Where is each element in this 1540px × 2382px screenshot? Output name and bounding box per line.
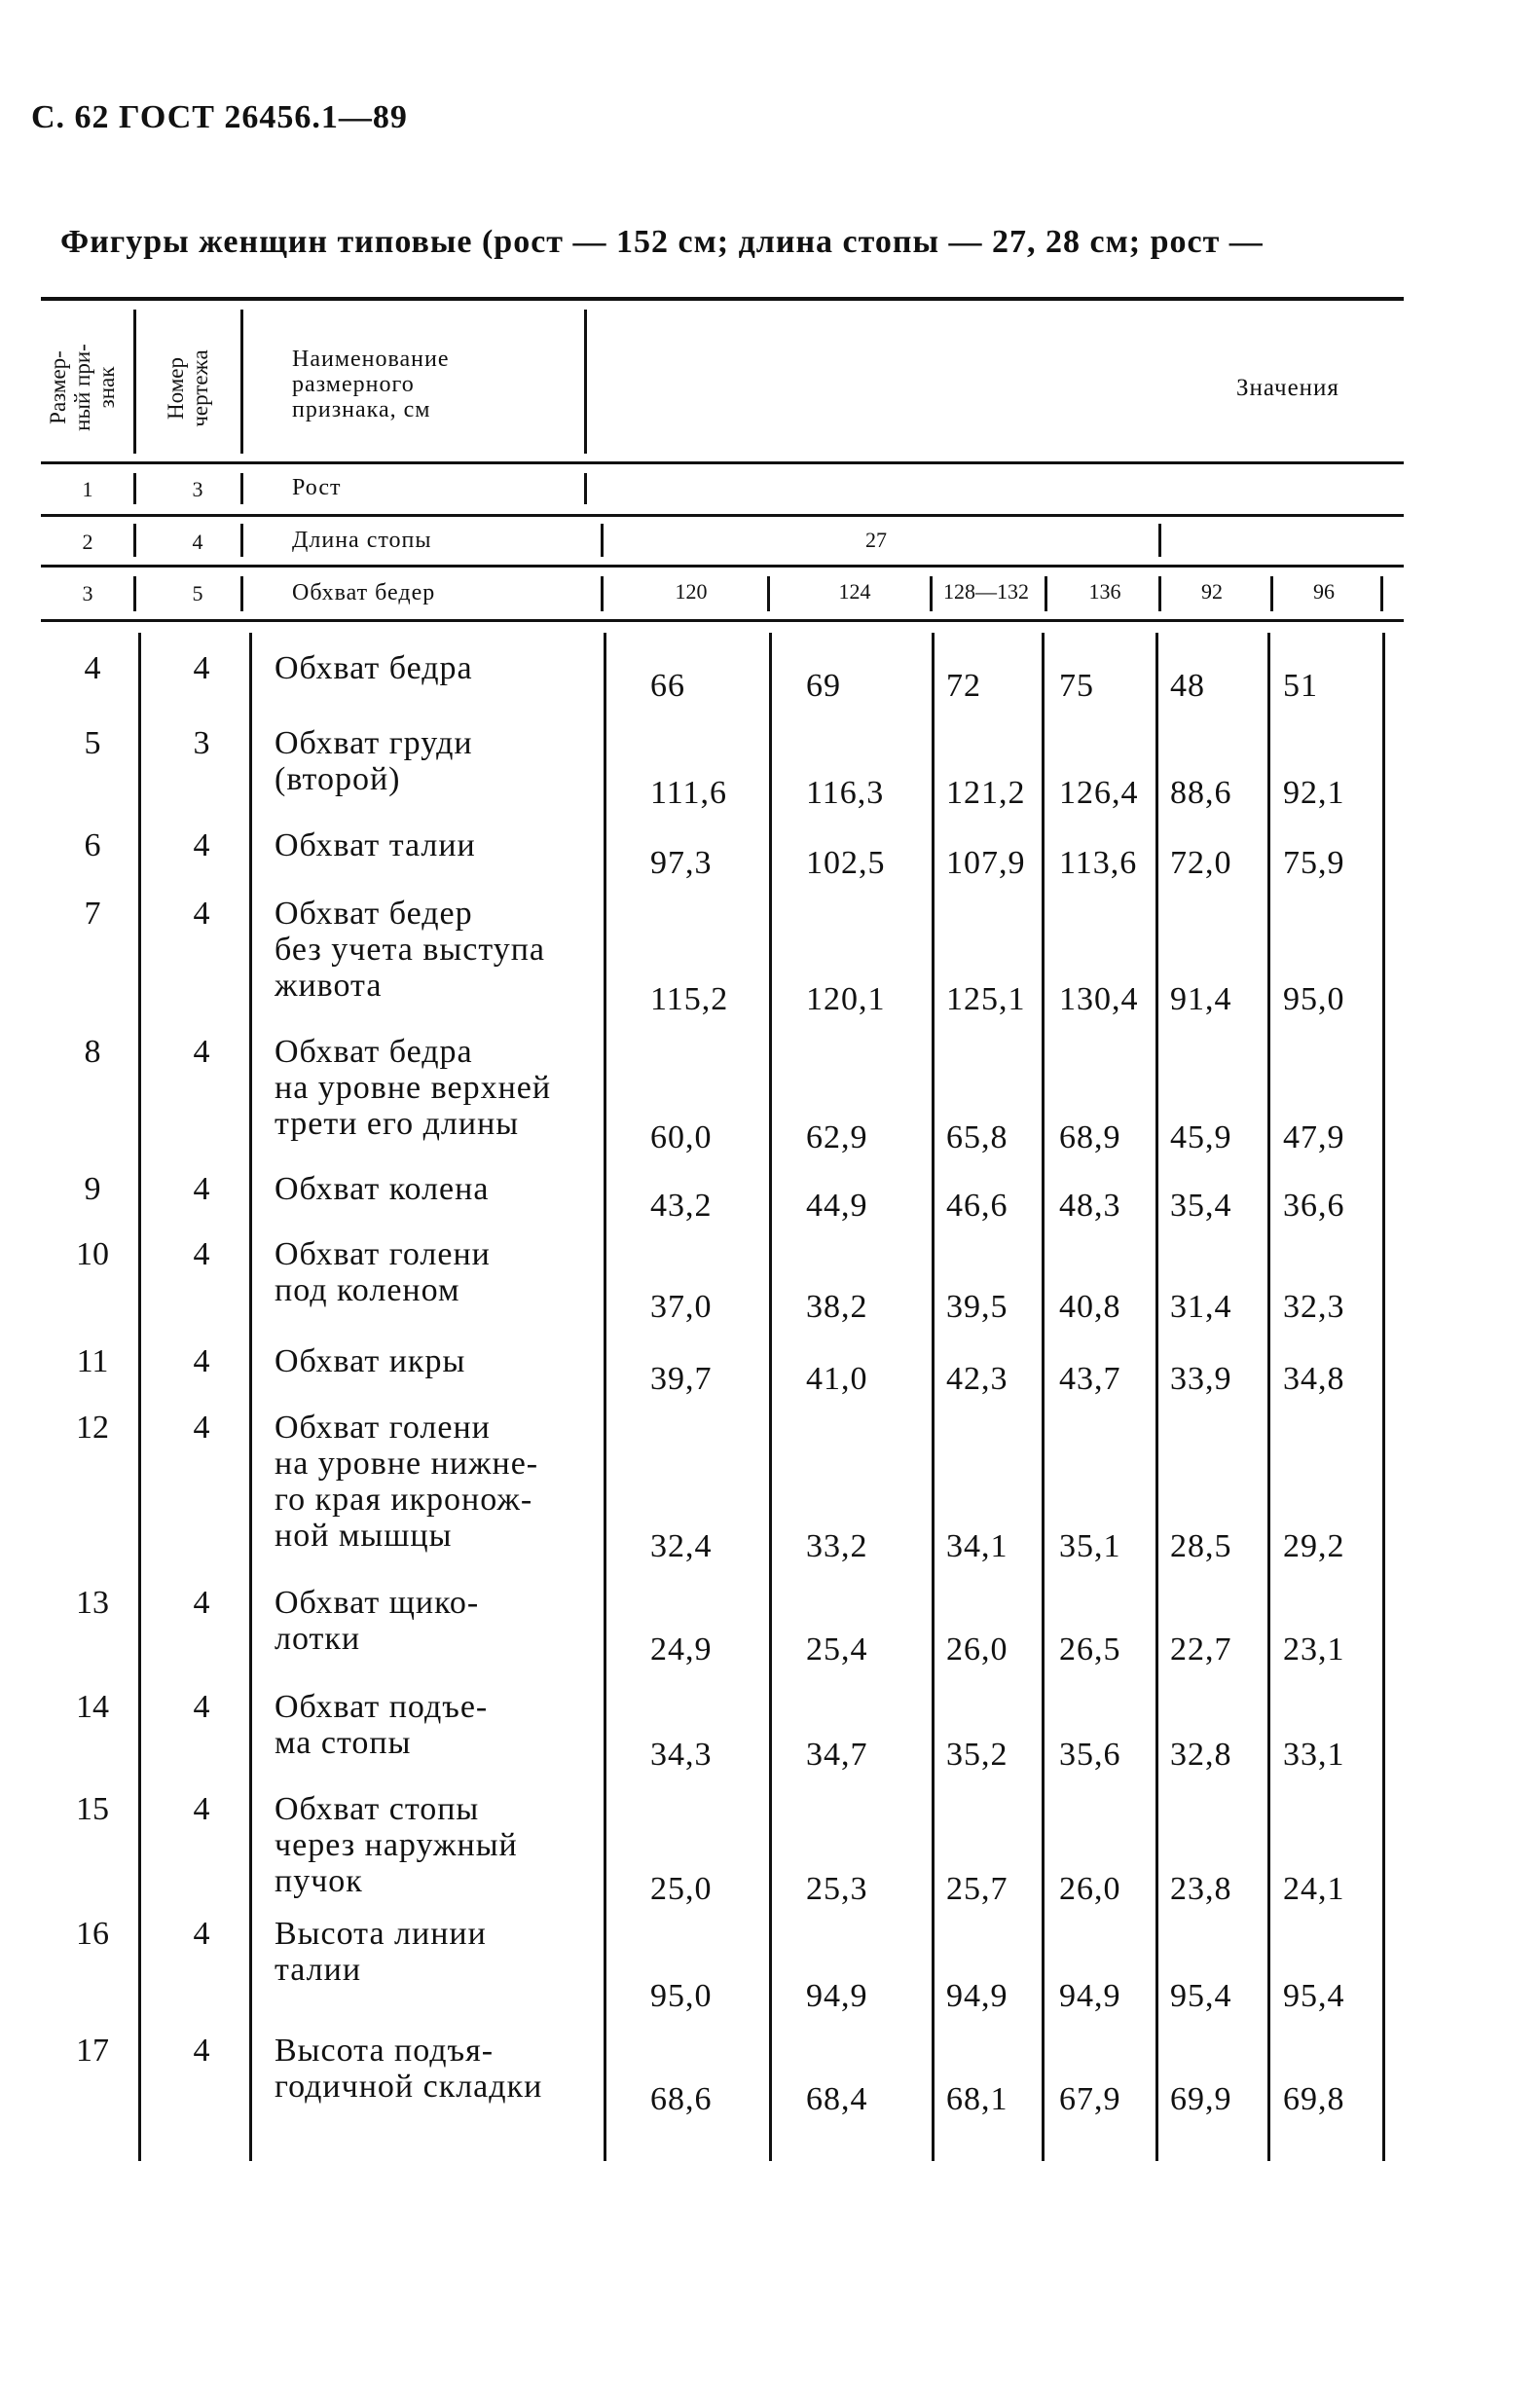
row-value: 25,0	[650, 1871, 713, 1907]
row-name: Обхват бедра	[275, 650, 473, 686]
body-column-rule	[1267, 633, 1270, 2161]
row-name: Высота линии талии	[275, 1916, 487, 1988]
header-size-sign: Размер- ный при- знак	[46, 344, 119, 431]
row-value: 72	[946, 668, 981, 704]
row-value: 95,4	[1170, 1978, 1232, 2014]
row-drawing: 4	[193, 650, 210, 686]
row-value: 75	[1059, 668, 1094, 704]
header-divider	[133, 310, 136, 454]
row1-number: 1	[82, 477, 93, 501]
row-value: 102,5	[806, 845, 886, 881]
row-value: 31,4	[1170, 1289, 1232, 1325]
row-drawing: 4	[193, 1689, 210, 1725]
body-column-rule	[249, 633, 252, 2161]
row1-divider	[133, 473, 136, 504]
header-rule	[41, 461, 1404, 464]
row-drawing: 4	[193, 1236, 210, 1272]
row3-divider	[930, 576, 933, 611]
row-number: 9	[84, 1171, 101, 1207]
row-value: 34,1	[946, 1528, 1008, 1564]
row2-rule	[41, 565, 1404, 568]
row2-name: Длина стопы	[292, 528, 432, 553]
row-value: 40,8	[1059, 1289, 1121, 1325]
row-value: 43,2	[650, 1188, 713, 1224]
header-divider	[584, 310, 587, 454]
row-number: 8	[84, 1034, 101, 1070]
row-value: 23,8	[1170, 1871, 1232, 1907]
row3-divider	[601, 576, 604, 611]
row-name: Обхват груди (второй)	[275, 725, 473, 797]
row-value: 35,1	[1059, 1528, 1121, 1564]
row-value: 62,9	[806, 1119, 868, 1155]
row-value: 34,8	[1283, 1361, 1345, 1397]
row-value: 68,4	[806, 2081, 868, 2117]
row-value: 47,9	[1283, 1119, 1345, 1155]
row-value: 69,8	[1283, 2081, 1345, 2117]
row-value: 33,2	[806, 1528, 868, 1564]
row-value: 34,7	[806, 1737, 868, 1773]
row-value: 37,0	[650, 1289, 713, 1325]
row3-col-value: 96	[1313, 579, 1335, 604]
table-top-rule	[41, 297, 1404, 301]
row3-number: 3	[82, 581, 93, 605]
row-value: 121,2	[946, 775, 1026, 811]
row-drawing: 4	[193, 1585, 210, 1621]
body-column-rule	[932, 633, 935, 2161]
row-value: 116,3	[806, 775, 885, 811]
row-number: 7	[84, 896, 101, 932]
row-value: 69	[806, 668, 841, 704]
row-value: 38,2	[806, 1289, 868, 1325]
row-value: 35,4	[1170, 1188, 1232, 1224]
row-value: 23,1	[1283, 1631, 1345, 1667]
row-value: 35,6	[1059, 1737, 1121, 1773]
row-value: 130,4	[1059, 981, 1139, 1017]
row-value: 88,6	[1170, 775, 1232, 811]
row-name: Обхват подъе- ма стопы	[275, 1689, 489, 1761]
row-number: 13	[76, 1585, 109, 1621]
row2-divider	[601, 524, 604, 557]
row-number: 10	[76, 1236, 109, 1272]
row-number: 17	[76, 2033, 109, 2069]
row-value: 43,7	[1059, 1361, 1121, 1397]
row-value: 94,9	[806, 1978, 868, 2014]
table-title: Фигуры женщин типовые (рост — 152 см; длина стопы — 27, 28 см; рост —	[60, 224, 1264, 260]
row-value: 125,1	[946, 981, 1026, 1017]
row-value: 69,9	[1170, 2081, 1232, 2117]
row3-col-value: 128—132	[943, 579, 1029, 604]
row3-col-value: 136	[1088, 579, 1121, 604]
row-value: 33,9	[1170, 1361, 1232, 1397]
row-value: 45,9	[1170, 1119, 1232, 1155]
row-number: 5	[84, 725, 101, 761]
row-number: 11	[76, 1343, 109, 1379]
row-value: 48	[1170, 668, 1205, 704]
row3-divider	[1045, 576, 1047, 611]
row3-divider	[133, 576, 136, 611]
row3-divider	[1270, 576, 1273, 611]
row-drawing: 4	[193, 827, 210, 863]
row-drawing: 4	[193, 1410, 210, 1446]
row3-divider	[1380, 576, 1383, 611]
row-drawing: 4	[193, 1343, 210, 1379]
row-value: 68,9	[1059, 1119, 1121, 1155]
row-number: 6	[84, 827, 101, 863]
row3-divider	[1158, 576, 1161, 611]
row-number: 12	[76, 1410, 109, 1446]
row-number: 4	[84, 650, 101, 686]
row3-drawing: 5	[192, 581, 203, 605]
row-value: 28,5	[1170, 1528, 1232, 1564]
row-value: 24,1	[1283, 1871, 1345, 1907]
row-name: Обхват бедра на уровне верхней трети его длины	[275, 1034, 552, 1142]
row-number: 16	[76, 1916, 109, 1952]
row-value: 41,0	[806, 1361, 868, 1397]
row-value: 95,0	[1283, 981, 1345, 1017]
header-sign-name: Наименование размерного признака, см	[292, 347, 450, 422]
header-drawing-number: Номер чертежа	[164, 349, 212, 427]
row-value: 75,9	[1283, 845, 1345, 881]
row-value: 32,4	[650, 1528, 713, 1564]
row2-value: 27	[865, 528, 887, 552]
row3-col-value: 92	[1201, 579, 1223, 604]
row3-col-value: 124	[838, 579, 871, 604]
row-drawing: 4	[193, 1171, 210, 1207]
row-drawing: 4	[193, 896, 210, 932]
body-column-rule	[1382, 633, 1385, 2161]
row1-divider	[584, 473, 587, 504]
row-value: 115,2	[650, 981, 729, 1017]
row-value: 120,1	[806, 981, 886, 1017]
row3-name: Обхват бедер	[292, 580, 436, 605]
row3-divider	[240, 576, 243, 611]
row-value: 95,4	[1283, 1978, 1345, 2014]
row-name: Высота подъя- годичной складки	[275, 2033, 543, 2105]
row-value: 65,8	[946, 1119, 1008, 1155]
row-value: 60,0	[650, 1119, 713, 1155]
row-value: 22,7	[1170, 1631, 1232, 1667]
row3-divider	[767, 576, 770, 611]
row-value: 44,9	[806, 1188, 868, 1224]
row-value: 26,5	[1059, 1631, 1121, 1667]
row2-divider	[133, 524, 136, 557]
row-value: 68,1	[946, 2081, 1008, 2117]
row-name: Обхват талии	[275, 827, 476, 863]
row-value: 51	[1283, 668, 1318, 704]
row-value: 97,3	[650, 845, 713, 881]
row-name: Обхват стопы через наружный пучок	[275, 1791, 518, 1899]
row2-divider	[1158, 524, 1161, 557]
row-value: 95,0	[650, 1978, 713, 2014]
row2-drawing: 4	[192, 530, 203, 554]
row-name: Обхват бедер без учета выступа живота	[275, 896, 546, 1004]
row-name: Обхват колена	[275, 1171, 490, 1207]
row-value: 25,7	[946, 1871, 1008, 1907]
row-value: 36,6	[1283, 1188, 1345, 1224]
row-value: 26,0	[946, 1631, 1008, 1667]
row-name: Обхват щико- лотки	[275, 1585, 480, 1657]
row1-name: Рост	[292, 475, 342, 500]
row-value: 67,9	[1059, 2081, 1121, 2117]
row-drawing: 4	[193, 1916, 210, 1952]
row1-drawing: 3	[192, 477, 203, 501]
body-column-rule	[138, 633, 141, 2161]
row2-number: 2	[82, 530, 93, 554]
row1-rule	[41, 514, 1404, 517]
row-drawing: 4	[193, 1791, 210, 1827]
row3-col-value: 120	[675, 579, 708, 604]
row-value: 48,3	[1059, 1188, 1121, 1224]
body-column-rule	[769, 633, 772, 2161]
row-value: 91,4	[1170, 981, 1232, 1017]
row-value: 32,3	[1283, 1289, 1345, 1325]
row-name: Обхват голени на уровне нижне- го края икронож- ной мышцы	[275, 1410, 539, 1554]
row-value: 94,9	[1059, 1978, 1121, 2014]
row-value: 26,0	[1059, 1871, 1121, 1907]
row-drawing: 3	[193, 725, 210, 761]
row-value: 39,5	[946, 1289, 1008, 1325]
row-value: 126,4	[1059, 775, 1139, 811]
row-value: 42,3	[946, 1361, 1008, 1397]
header-divider	[240, 310, 243, 454]
row-value: 46,6	[946, 1188, 1008, 1224]
row2-divider	[240, 524, 243, 557]
row-value: 25,4	[806, 1631, 868, 1667]
row-value: 92,1	[1283, 775, 1345, 811]
row-value: 94,9	[946, 1978, 1008, 2014]
body-column-rule	[604, 633, 606, 2161]
row-number: 15	[76, 1791, 109, 1827]
row-value: 72,0	[1170, 845, 1232, 881]
row-value: 34,3	[650, 1737, 713, 1773]
running-head: С. 62 ГОСТ 26456.1—89	[31, 99, 408, 135]
row-value: 29,2	[1283, 1528, 1345, 1564]
row-drawing: 4	[193, 1034, 210, 1070]
row-value: 25,3	[806, 1871, 868, 1907]
header-values: Значения	[1236, 375, 1339, 401]
row-value: 66	[650, 668, 685, 704]
row1-divider	[240, 473, 243, 504]
row-drawing: 4	[193, 2033, 210, 2069]
row-value: 35,2	[946, 1737, 1008, 1773]
row-value: 113,6	[1059, 845, 1138, 881]
row-value: 33,1	[1283, 1737, 1345, 1773]
row-value: 39,7	[650, 1361, 713, 1397]
row-number: 14	[76, 1689, 109, 1725]
row-name: Обхват голени под коленом	[275, 1236, 491, 1308]
row-value: 107,9	[946, 845, 1026, 881]
row-value: 24,9	[650, 1631, 713, 1667]
row-value: 111,6	[650, 775, 727, 811]
row-value: 68,6	[650, 2081, 713, 2117]
row3-rule	[41, 619, 1404, 622]
row-value: 32,8	[1170, 1737, 1232, 1773]
row-name: Обхват икры	[275, 1343, 466, 1379]
